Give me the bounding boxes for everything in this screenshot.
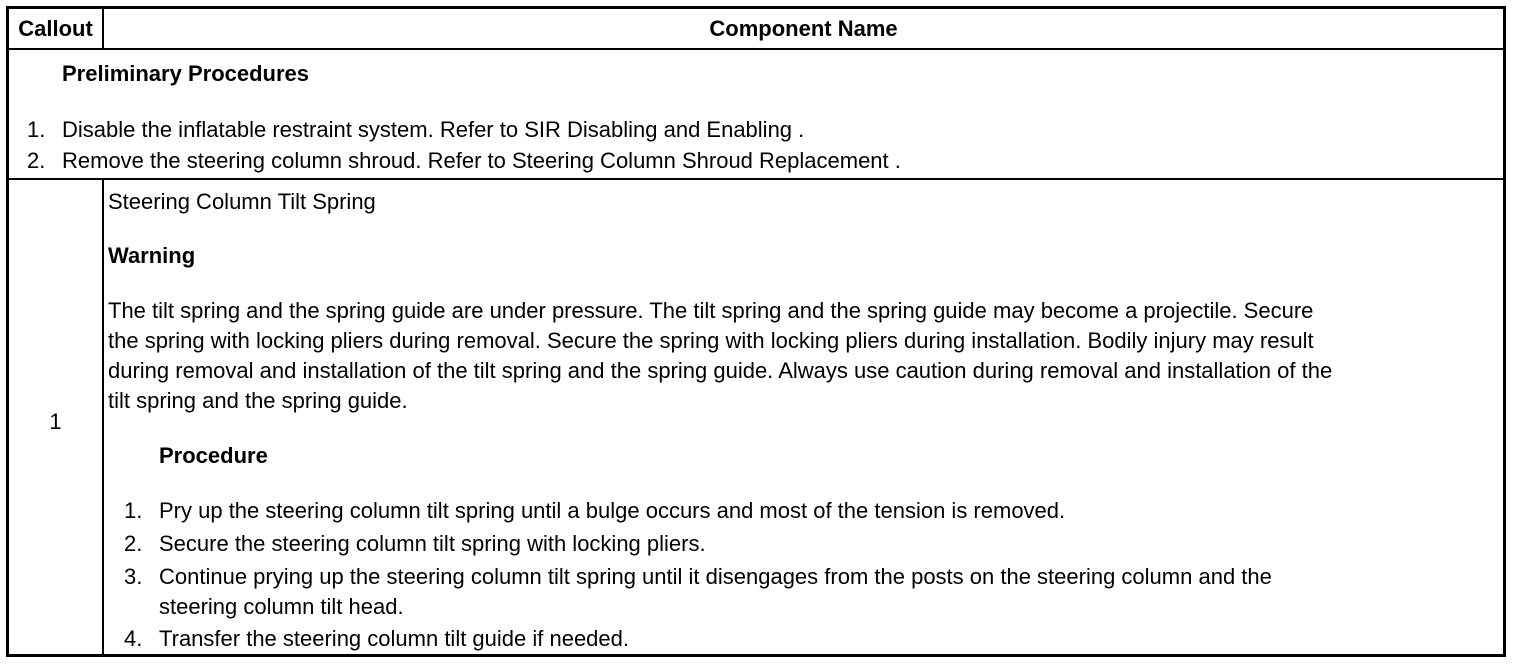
- preliminary-title: Preliminary Procedures: [62, 61, 310, 86]
- procedure-step-3-number: 3.: [124, 564, 143, 589]
- callout-header: Callout: [9, 9, 104, 48]
- procedure-step-4-text: Transfer the steering column tilt guide if needed.: [159, 626, 630, 651]
- procedure-step-2-text: Secure the steering column tilt spring with locking pliers.: [159, 531, 706, 556]
- component-cell: [104, 180, 1503, 654]
- callout-number: 1: [49, 409, 62, 434]
- preliminary-step-2-number: 2.: [27, 148, 46, 173]
- preliminary-step-2-text: Remove the steering column shroud. Refer to Steering Column Shroud Replacement .: [62, 148, 901, 173]
- callout-cell: [9, 180, 104, 654]
- preliminary-procedures-section: [9, 50, 1503, 180]
- procedure-step-3-line-2: steering column tilt head.: [159, 594, 404, 619]
- procedure-step-1-number: 1.: [124, 498, 143, 523]
- warning-title: Warning: [108, 243, 196, 268]
- table-header: [9, 9, 1503, 50]
- table-row: [9, 180, 1503, 654]
- warning-line-2: the spring with locking pliers during removal. Secure the spring with locking pliers during installation. Bodily injury may result: [108, 328, 1314, 353]
- preliminary-step-1-text: Disable the inflatable restraint system. Refer to SIR Disabling and Enabling .: [62, 117, 805, 142]
- procedure-step-3-line-1: Continue prying up the steering column tilt spring until it disengages from the posts on the steering column and the: [159, 564, 1272, 589]
- preliminary-step-1-number: 1.: [27, 117, 46, 142]
- warning-line-4: tilt spring and the spring guide.: [108, 388, 408, 413]
- component-name: Steering Column Tilt Spring: [108, 189, 376, 214]
- procedure-step-1-text: Pry up the steering column tilt spring until a bulge occurs and most of the tension is removed.: [159, 498, 1066, 523]
- procedure-step-4-number: 4.: [124, 626, 143, 651]
- procedure-step-2-number: 2.: [124, 531, 143, 556]
- procedure-table: [6, 6, 1506, 657]
- warning-line-1: The tilt spring and the spring guide are under pressure. The tilt spring and the spring guide may become a projectile. Secure: [108, 298, 1314, 323]
- warning-line-3: during removal and installation of the tilt spring and the spring guide. Always use caution during removal and installation of the: [108, 358, 1333, 383]
- procedure-title: Procedure: [159, 443, 268, 468]
- component-name-header: Component Name: [709, 16, 898, 41]
